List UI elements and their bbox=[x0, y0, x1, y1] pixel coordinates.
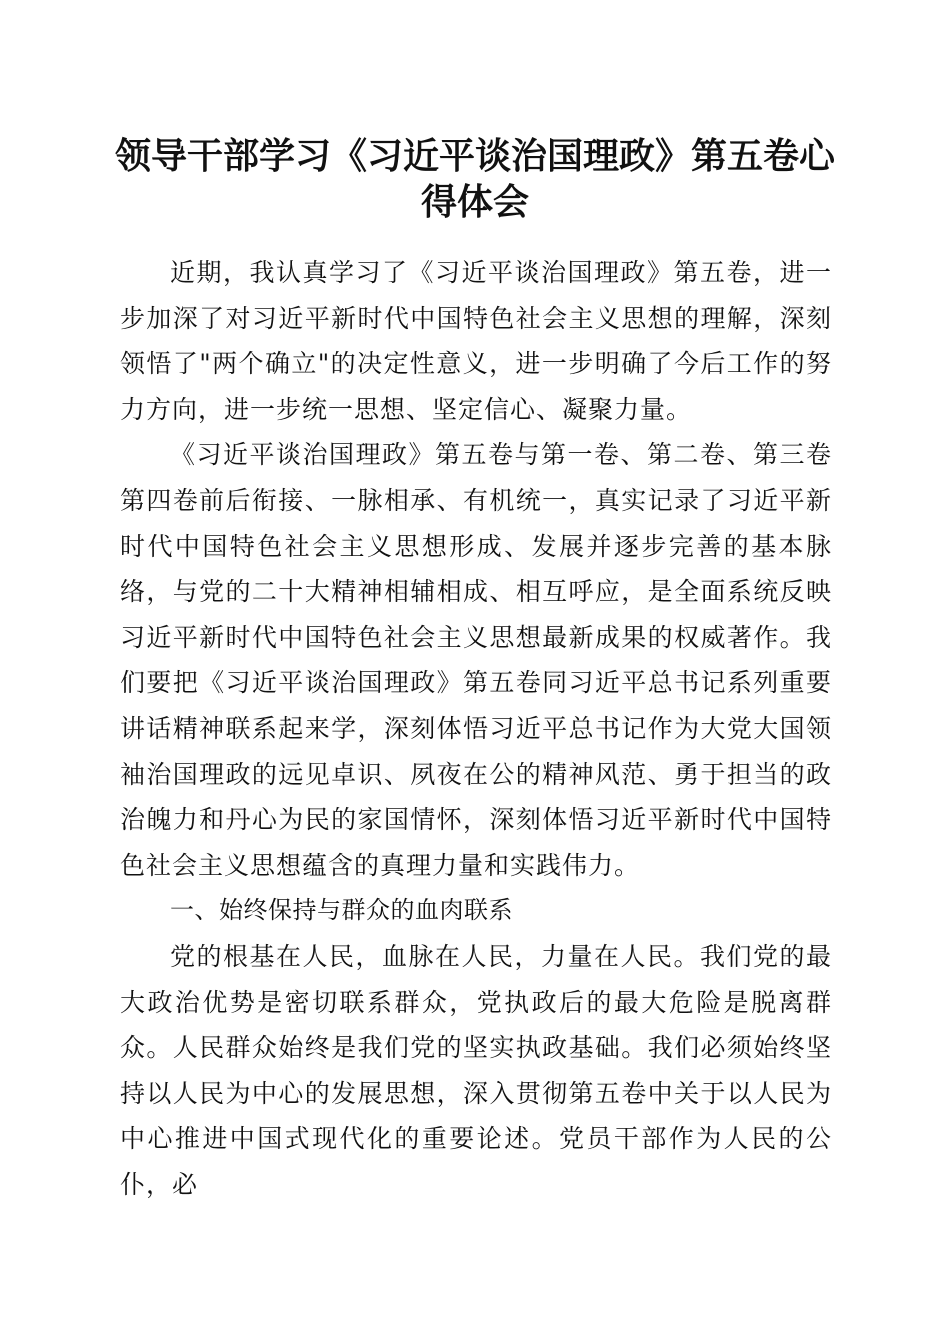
paragraph-overview: 《习近平谈治国理政》第五卷与第一卷、第二卷、第三卷第四卷前后衔接、一脉相承、有机统一，真实记录了习近平新时代中国特色社会主义思想形成、发展并逐步完善的基本脉络，与党的二十大精神相辅相成、相互呼应，是全面系统反映习近平新时代中国特色社会主义思想最新成果的权威著作。我们要把《习近平谈治国理政》第五卷同习近平总书记系列重要讲话精神联系起来学，深刻体悟习近平总书记作为大党大国领袖治国理政的远见卓识、夙夜在公的精神风范、勇于担当的政治魄力和丹心为民的家国情怀，深刻体悟习近平新时代中国特色社会主义思想蕴含的真理力量和实践伟力。 bbox=[120, 440, 832, 880]
paragraph-intro: 近期，我认真学习了《习近平谈治国理政》第五卷，进一步加深了对习近平新时代中国特色社会主义思想的理解，深刻领悟了"两个确立"的决定性意义，进一步明确了今后工作的努力方向，进一步统一思想、坚定信心、凝聚力量。 bbox=[120, 258, 832, 424]
paragraph-section-1: 党的根基在人民，血脉在人民，力量在人民。我们党的最大政治优势是密切联系群众，党执政后的最大危险是脱离群众。人民群众始终是我们党的坚实执政基础。我们必须始终坚持以人民为中心的发展思想，深入贯彻第五卷中关于以人民为中心推进中国式现代化的重要论述。党员干部作为人民的公仆，必 bbox=[120, 941, 832, 1199]
document-title-line-1: 领导干部学习《习近平谈治国理政》第五卷心 bbox=[114, 135, 835, 177]
document-title-line-2: 得体会 bbox=[420, 181, 529, 223]
document-title bbox=[100, 133, 850, 225]
section-heading-1: 一、始终保持与群众的血肉联系 bbox=[170, 896, 513, 925]
document-body bbox=[120, 250, 832, 1207]
